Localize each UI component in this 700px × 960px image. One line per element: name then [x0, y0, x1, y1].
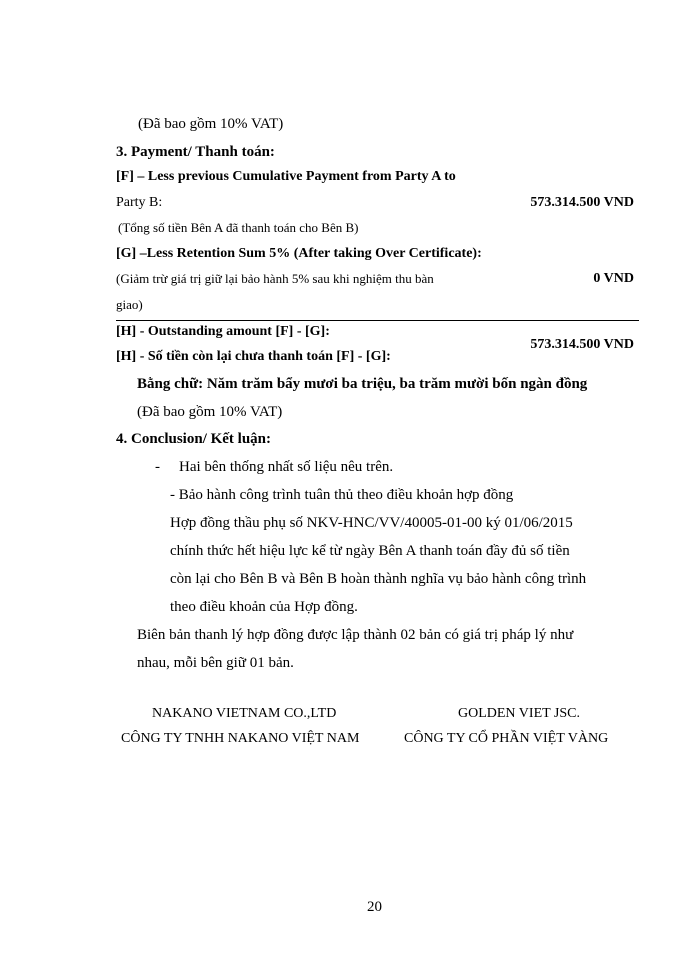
left-party-english-name: NAKANO VIETNAM CO.,LTD	[152, 706, 337, 721]
payment-heading: 3. Payment/ Thanh toán:	[116, 144, 275, 160]
final-statement-line1: Biên bản thanh lý hợp đồng được lập thành 02 bản có giá trị pháp lý như	[137, 627, 574, 643]
intro-vat-note: (Đã bao gồm 10% VAT)	[138, 116, 284, 132]
h-label-line1: [H] - Outstanding amount [F] - [G]:	[116, 324, 330, 339]
g-label-line1: [G] –Less Retention Sum 5% (After taking Over Certificate):	[116, 246, 482, 261]
bullet-marker: -	[155, 459, 160, 475]
contract-paragraph-line4: theo điều khoản của Hợp đồng.	[170, 599, 358, 615]
left-party-vietnamese-name: CÔNG TY TNHH NAKANO VIỆT NAM	[121, 731, 360, 746]
page-number: 20	[367, 899, 382, 915]
g-amount: 0 VND	[593, 271, 634, 286]
right-party-vietnamese-name: CÔNG TY CỔ PHẦN VIỆT VÀNG	[404, 731, 609, 746]
conclusion-bullet-2: - Bảo hành công trình tuân thủ theo điều khoản hợp đồng	[170, 487, 514, 503]
h-amount: 573.314.500 VND	[530, 337, 634, 352]
contract-paragraph-line2: chính thức hết hiệu lực kể từ ngày Bên A thanh toán đầy đủ số tiền	[170, 543, 570, 559]
contract-paragraph-line3: còn lại cho Bên B và Bên B hoàn thành nghĩa vụ bảo hành công trình	[170, 571, 587, 587]
payment-vat-note: (Đã bao gồm 10% VAT)	[137, 404, 283, 420]
f-label-line2: Party B:	[116, 195, 163, 210]
f-vietnamese-note: (Tổng số tiền Bên A đã thanh toán cho Bên B)	[118, 220, 359, 235]
conclusion-heading: 4. Conclusion/ Kết luận:	[116, 431, 272, 447]
g-vietnamese-line2: giao)	[116, 297, 143, 312]
f-amount: 573.314.500 VND	[530, 195, 634, 210]
amount-in-words: Bằng chữ: Năm trăm bẩy mươi ba triệu, ba trăm mười bốn ngàn đồng	[137, 376, 588, 392]
g-vietnamese-line1: (Giảm trừ giá trị giữ lại bảo hành 5% sau khi nghiệm thu bàn	[116, 271, 434, 286]
right-party-english-name: GOLDEN VIET JSC.	[458, 706, 580, 721]
horizontal-rule	[116, 320, 639, 321]
f-label-line1: [F] – Less previous Cumulative Payment from Party A to	[116, 169, 456, 184]
h-label-line2: [H] - Số tiền còn lại chưa thanh toán [F] - [G]:	[116, 349, 391, 364]
final-statement-line2: nhau, mỗi bên giữ 01 bản.	[137, 655, 294, 671]
conclusion-bullet-1: Hai bên thống nhất số liệu nêu trên.	[179, 459, 394, 475]
contract-paragraph-line1: Hợp đồng thầu phụ số NKV-HNC/VV/40005-01-00 ký 01/06/2015	[170, 515, 573, 531]
